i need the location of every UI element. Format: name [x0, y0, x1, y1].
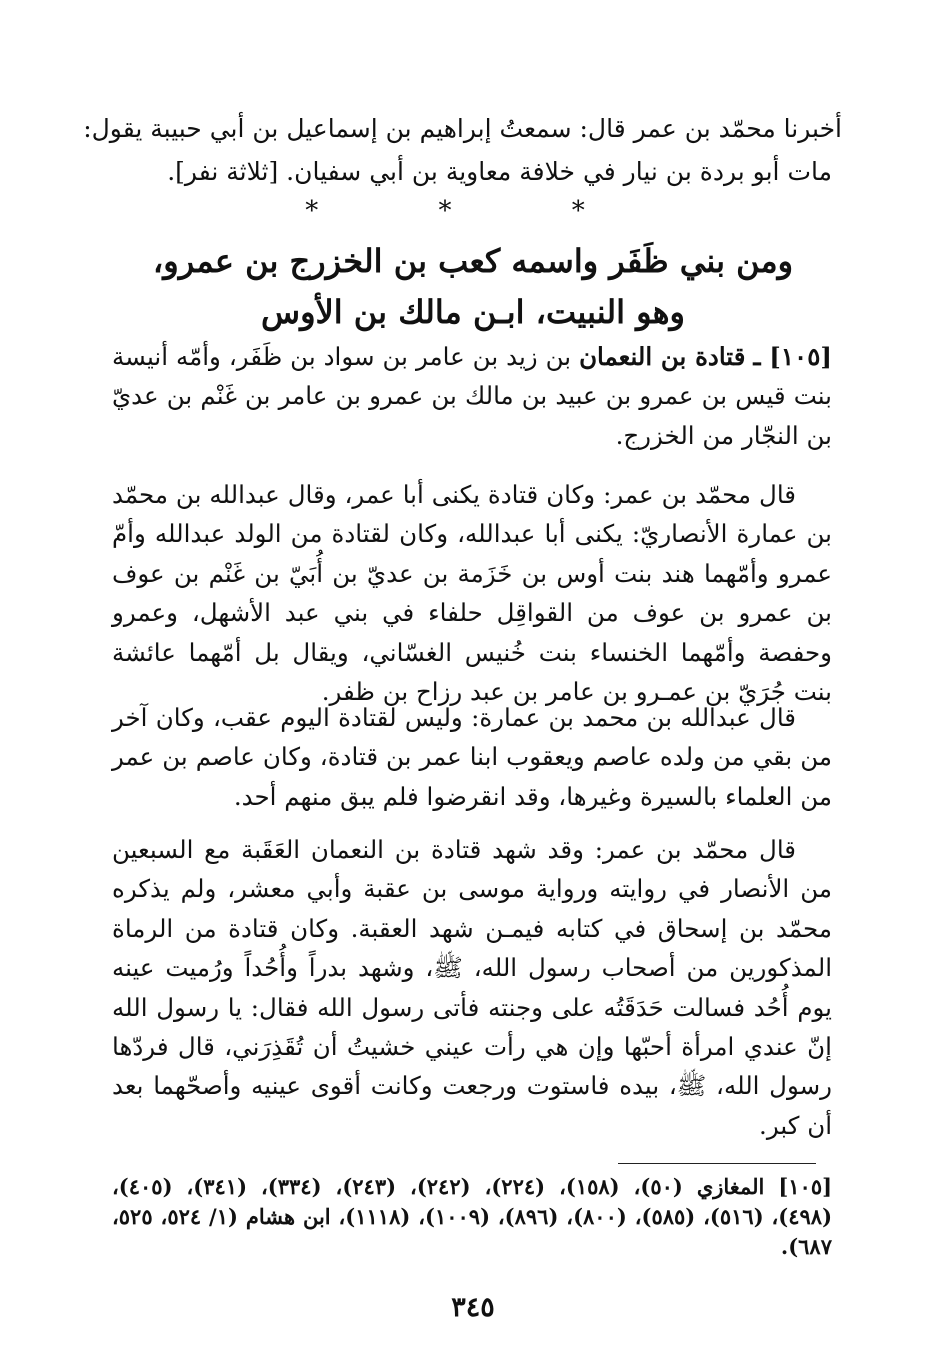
- body-paragraph-1: قال محمّد بن عمر: وكان قتادة يكنى أبا عمر، وقال عبدالله بن محمّد بن عمارة الأنصاريّ: يكنى أبا عبدالله، وكان لقتادة من الولد عبدالله وأمّ عمرو وأمّهما هند بنت أوس بن خَزَمة بن عديّ بن أُبَيّ بن غَنْم بن عوف بن عمرو بن عوف من القواقِل حلفاء في بني عبد الأشهل، وعمرو وحفصة وأمّهما الخنساء بنت خُنيس الغسّاني، ويقال بل أمّهما عائشة بنت جُرَيّ بن عمـرو بن عامر بن عبد رزاح بن ظفر.: [112, 480, 832, 707]
- page-number: ٣٤٥: [451, 1292, 495, 1323]
- opening-line-2: مات أبو بردة بن نيار في خلافة معاوية بن أبي سفيان. [ثلاثة نفر].: [167, 157, 832, 186]
- section-heading-line-1: ومن بني ظَفَر واسمه كعب بن الخزرج بن عمرو،: [152, 242, 794, 280]
- entry-lineage: بن زيد بن عامر بن سواد بن ظَفَر، وأمّه أنيسة بنت قيس بن عمرو بن عبيد بن مالك بن عمرو بن عامر بن غَنْم بن عديّ بن النجّار من الخزرج.: [112, 342, 832, 450]
- footnote: [١٠٥] المغازي (٥٠)، (١٥٨)، (٢٢٤)، (٢٤٢)، (٢٤٣)، (٣٣٤)، (٣٤١)، (٤٠٥)، (٤٩٨)، (٥١٦)، (٥٨٥)، (٨٠٠)، (٨٩٦)، (١٠٠٩)، (١١١٨)، ابن هشام (١/ ٥٢٤، ٥٢٥، ٦٨٧).: [112, 1174, 833, 1259]
- entry-intro-paragraph: [112, 337, 832, 455]
- entry-number: [١٠٥] ـ: [753, 342, 832, 371]
- section-heading-line-2: وهو النبيت، ابـن مالك بن الأوس: [261, 293, 685, 331]
- section-separator: * * *: [305, 196, 641, 226]
- footnote-rule: [618, 1163, 816, 1164]
- body-paragraph-3: قال محمّد بن عمر: وقد شهد قتادة بن النعمان العَقَبة مع السبعين من الأنصار في روايته ورواية موسى بن عقبة وأبي معشر، ولم يذكره محمّد بن إسحاق في كتابه فيمـن شهد العقبة. وكان قتادة من الرماة المذكورين من أصحاب رسول الله، ﷺ، وشهد بدراً وأُحُداً ورُميت عينه يوم أُحُد فسالت حَدَقَتُه على وجنته فأتى رسول الله فقال: يا رسول الله إنّ عندي امرأة أحبّها وإن هي رأت عيني خشيتُ أن تُقَذِرَني، قال فردّها رسول الله، ﷺ، بيده فاستوت ورجعت وكانت أقوى عينيه وأصحّهما بعد أن كبر.: [112, 835, 832, 1140]
- opening-line-1: أخبرنا محمّد بن عمر قال: سمعتُ إبراهيم بن إسماعيل بن أبي حبيبة يقول:: [83, 114, 842, 143]
- body-paragraph-2: قال عبدالله بن محمد بن عمارة: وليس لقتادة اليوم عقب، وكان آخر من بقي من ولده عاصم ويعقوب ابنا عمر بن قتادة، وكان عاصم بن عمر من العلماء بالسيرة وغيرها، وقد انقرضوا فلم يبق منهم أحد.: [112, 703, 832, 811]
- entry-name: قتادة بن النعمان: [579, 342, 746, 371]
